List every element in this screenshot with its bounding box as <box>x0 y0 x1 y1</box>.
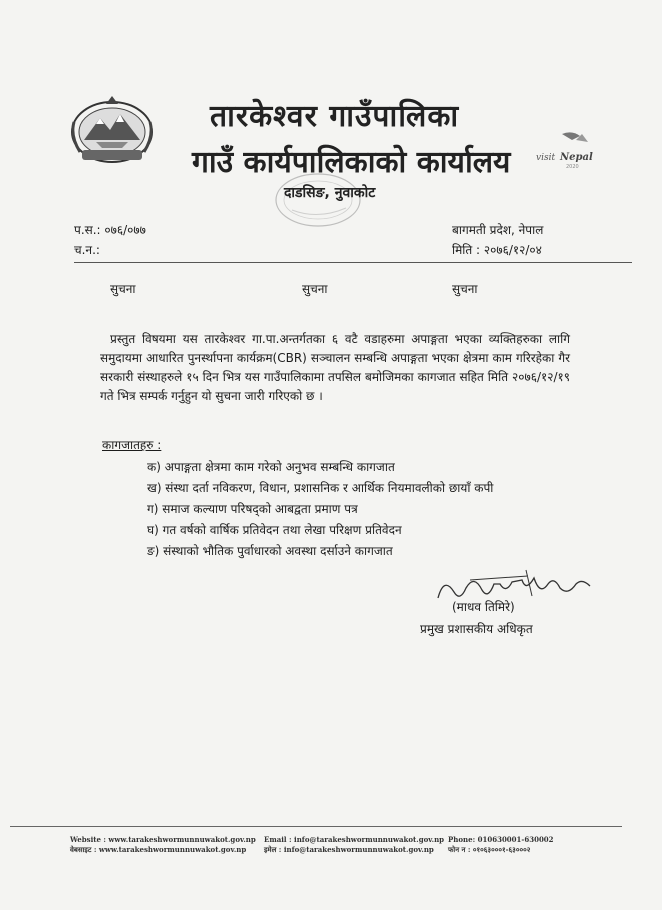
letter-number: प.स.: ०७६/०७७ <box>74 223 146 237</box>
document-item: क) अपाङ्गता क्षेत्रमा काम गरेको अनुभव सम्बन्धि कागजात <box>147 460 395 474</box>
phone-np: फोन न : ०१०६३०००१-६३०००२ <box>448 845 531 854</box>
footer-website <box>70 835 256 855</box>
reference-block-left <box>74 220 146 260</box>
website-np: वेबसाइट : www.tarakeshwormunnuwakot.gov.np <box>70 845 247 854</box>
footer-divider <box>10 826 622 827</box>
notice-label: सुचना <box>452 282 478 296</box>
document-item: ग) समाज कल्याण परिषद्को आबद्वता प्रमाण पत्र <box>147 502 358 516</box>
office-name-line2: गाउँ कार्यपालिकाको कार्यालय <box>192 145 511 180</box>
reference-block-right <box>452 220 543 260</box>
svg-text:visit: visit <box>536 153 556 163</box>
document-item: ख) संस्था दर्ता नविकरण, विधान, प्रशासनिक र आर्थिक नियमावलीको छायाँ कपी <box>147 481 494 495</box>
signatory-title: प्रमुख प्रशासकीय अधिकृत <box>420 622 533 636</box>
notice-label: सुचना <box>302 282 328 296</box>
documents-heading: कागजातहरु : <box>102 438 162 452</box>
footer-phone <box>448 835 554 855</box>
nepal-emblem-icon <box>66 92 158 166</box>
province-label: बागमती प्रदेश, नेपाल <box>452 223 544 237</box>
footer-email <box>264 835 444 855</box>
signatory-name: (माधव तिमिरे) <box>452 600 515 614</box>
dispatch-number: च.न.: <box>74 243 100 257</box>
notice-heading-row <box>0 280 662 300</box>
notice-label: सुचना <box>110 282 136 296</box>
visit-nepal-logo-icon <box>532 130 602 170</box>
website-en: Website : www.tarakeshwormunnuwakot.gov.np <box>70 835 256 844</box>
svg-text:Nepal: Nepal <box>560 152 593 163</box>
document-item: ङ) संस्थाको भौतिक पुर्वाधारको अवस्था दर्साउने कागजात <box>147 544 393 558</box>
email-np: इमेल : info@tarakeshwormunnuwakot.gov.np <box>264 845 434 854</box>
office-location: दाडसिङ, नुवाकोट <box>284 185 376 201</box>
document-item: घ) गत वर्षको वार्षिक प्रतिवेदन तथा लेखा परिक्षण प्रतिवेदन <box>147 523 402 537</box>
phone-en: Phone: 010630001-630002 <box>448 835 554 844</box>
office-name-line1: तारकेश्वर गाउँपालिका <box>210 99 460 134</box>
documents-list <box>147 457 493 562</box>
email-en: Email : info@tarakeshwormunnuwakot.gov.np <box>264 835 445 844</box>
letter-date: मिति : २०७६/१२/०४ <box>452 243 542 257</box>
notice-body: प्रस्तुत विषयमा यस तारकेश्वर गा.पा.अन्तर्गतका ६ वटै वडाहरुमा अपाङ्गता भएका व्यक्तिहरुका लागि समुदायमा आधारित पुनर्स्थापना कार्यक्रम(CBR) सञ्चालन सम्बन्धि अपाङ्गता भएका क्षेत्रमा काम गरिरहेका गैर सरकारी संस्थाहरुले १५ दिन भित्र यस गाउँपालिकामा तपसिल बमोजिमका कागजात सहित मिति २०७६/१२/१९ गते भित्र सम्पर्क गर्नुहुन यो सुचना जारी गरिएको छ । <box>100 332 570 403</box>
header-divider <box>74 262 632 263</box>
svg-text:2020: 2020 <box>566 164 579 170</box>
